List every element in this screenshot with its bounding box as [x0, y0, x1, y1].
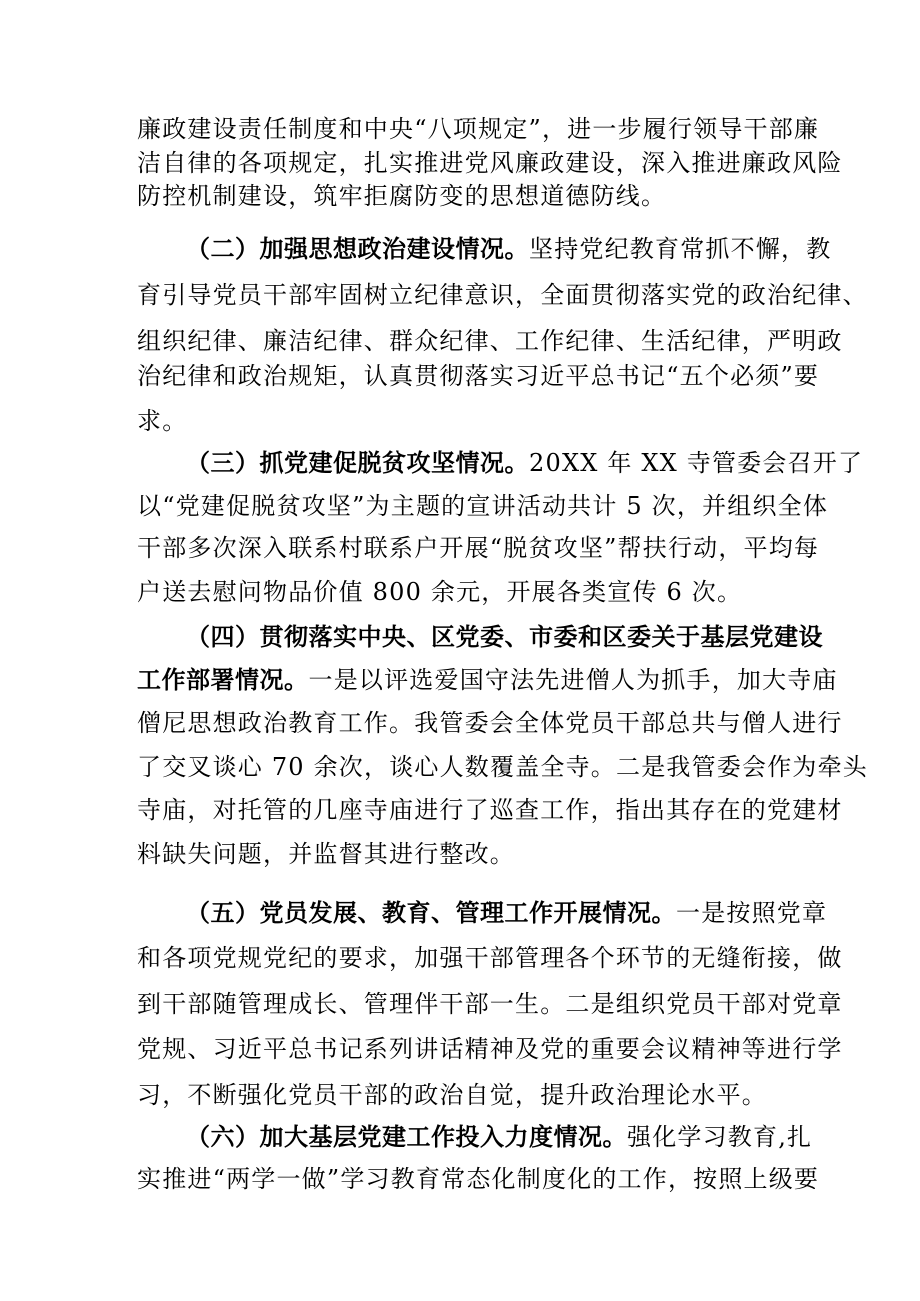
text-line: 了交叉谈心 70 余次，谈心人数覆盖全寺。二是我管委会作为牵头: [137, 753, 868, 781]
text-line: 干部多次深入联系村联系户开展“脱贫攻坚”帮扶行动，平均每: [137, 534, 820, 562]
text-line: 组织纪律、廉洁纪律、群众纪律、工作纪律、生活纪律，严明政: [137, 327, 843, 355]
text-line: [186, 897, 827, 929]
section-heading: （四）贯彻落实中央、区党委、市委和区委关于基层党建设: [186, 623, 823, 651]
text-line: 育引导党员干部牢固树立纪律意识，全面贯彻落实党的政治纪律、: [137, 281, 868, 309]
section-heading: （二）加强思想政治建设情况。: [186, 235, 529, 263]
section-heading-continued: 工作部署情况。: [137, 666, 309, 694]
section-heading: （五）党员发展、教育、管理工作开展情况。: [186, 899, 676, 927]
text-line: 僧尼思想政治教育工作。我管委会全体党员干部总共与僧人进行: [137, 709, 843, 737]
text-line: 料缺失问题，并监督其进行整改。: [137, 840, 515, 868]
text-segment: 强化学习教育,扎: [627, 1123, 813, 1151]
text-segment: 坚持党纪教育常抓不懈，教: [529, 235, 832, 263]
text-line: 治纪律和政治规矩，认真贯彻落实习近平总书记“五个必须”要: [137, 362, 820, 390]
text-line: [186, 233, 831, 265]
text-line: 洁自律的各项规定，扎实推进党风廉政建设，深入推进廉政风险: [137, 149, 843, 177]
text-segment: 一是以评选爱国守法先进僧人为抓手，加大寺庙: [308, 666, 838, 694]
text-line: 党规、习近平总书记系列讲话精神及党的重要会议精神等进行学: [137, 1035, 843, 1063]
section-heading: （三）抓党建促脱贫攻坚情况。: [186, 449, 529, 477]
text-line: [137, 664, 838, 696]
text-segment: 20XX 年 XX 寺管委会召开了: [529, 449, 864, 477]
text-line: 以“党建促脱贫攻坚”为主题的宣讲活动共计 5 次，并组织全体: [137, 492, 829, 520]
text-line: 到干部随管理成长、管理伴干部一生。二是组织党员干部对党章: [137, 990, 843, 1018]
text-line: 习，不断强化党员干部的政治自觉，提升政治理论水平。: [137, 1081, 767, 1109]
text-line: [186, 1121, 812, 1153]
text-line: [186, 447, 863, 479]
text-line: 防控机制建设，筑牢拒腐防变的思想道德防线。: [137, 182, 667, 210]
text-line: 户送去慰问物品价值 800 余元，开展各类宣传 6 次。: [137, 578, 743, 606]
text-segment: 一是按照党章: [676, 899, 828, 927]
text-line: 实推进“两学一做”学习教育常态化制度化的工作，按照上级要: [137, 1165, 820, 1193]
text-line: 寺庙，对托管的几座寺庙进行了巡查工作，指出其存在的党建材: [137, 796, 843, 824]
text-line: 和各项党规党纪的要求，加强干部管理各个环节的无缝衔接，做: [137, 944, 843, 972]
text-line: 廉政建设责任制度和中央“八项规定”，进一步履行领导干部廉: [137, 115, 820, 143]
text-line: 求。: [137, 407, 188, 435]
section-heading: （六）加大基层党建工作投入力度情况。: [186, 1123, 627, 1151]
